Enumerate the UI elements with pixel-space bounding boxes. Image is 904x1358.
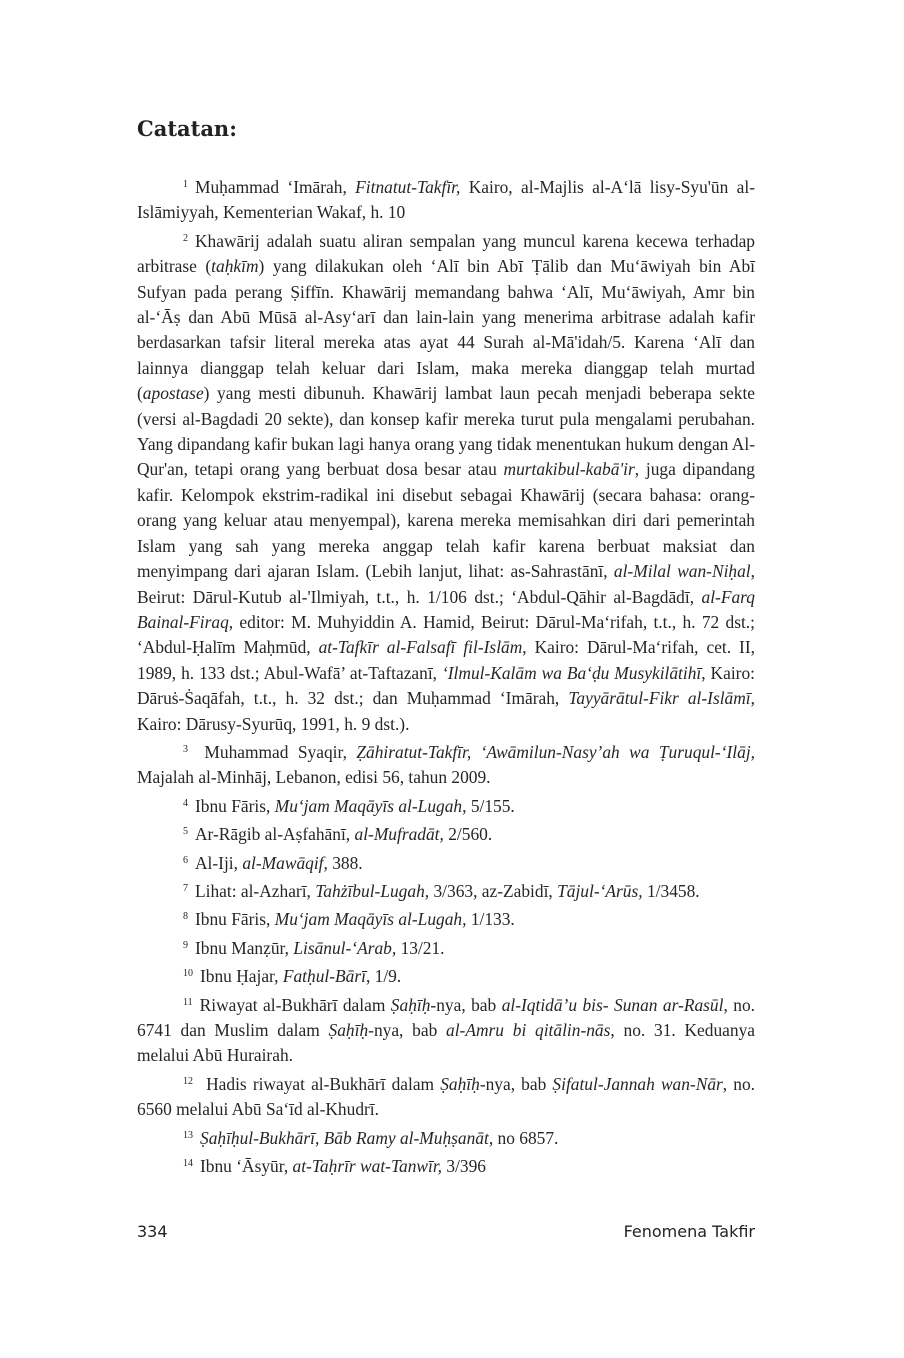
endnote-4 <box>137 791 755 819</box>
running-title: Fenomena Takfir <box>623 1222 755 1241</box>
endnote-number: 2 <box>183 232 188 244</box>
endnote-italic-text: taḥkīm <box>211 256 259 277</box>
endnote-text: -nya, bab <box>368 1020 447 1040</box>
endnote-9 <box>137 933 755 961</box>
endnote-text: Majalah al-Minhāj, Lebanon, edisi 56, tahun 2009. <box>137 767 491 788</box>
endnote-text: 388. <box>327 852 363 873</box>
endnote-italic-text: al-Farq Bainal-Firaq <box>137 586 755 632</box>
endnote-number: 7 <box>183 882 188 894</box>
endnote-text: Ibnu Fāris, <box>195 909 275 930</box>
endnote-text: ) yang dilakukan oleh ‘Alī bin Abī Ṭālib dan Mu‘āwiyah bin Abī Sufyan pada perang Ṣiffīn. Khawārij memandang bahwa ‘Alī, Mu‘āwiyah, Amr bin al-‘Āṣ dan Abū Mūsā al-Asy‘arī dan lain-lain yang menerima arbitrase adalah kafir berdasarkan tafsir literal mereka atas ayat 44 Surah al-Mā'idah/5. Karena ‘Alī dan lainnya dianggap telah keluar dari Islam, maka mereka dianggap telah murtad ( <box>137 256 755 404</box>
endnote-italic-text: murtakibul-kabā'ir <box>503 459 635 480</box>
endnote-italic-text: Ṣaḥīḥul-Bukhārī, Bāb Ramy al-Muḥṣanāt <box>200 1127 489 1148</box>
endnote-text: Muḥammad ‘Imārah, <box>195 177 356 197</box>
endnote-1 <box>137 172 755 226</box>
endnote-number: 6 <box>183 854 188 866</box>
endnote-italic-text: Tahżībul-Lugah, <box>315 880 430 901</box>
endnote-italic-text: apostase <box>142 383 204 404</box>
endnote-number: 10 <box>183 968 193 980</box>
endnote-12 <box>137 1069 755 1123</box>
endnote-italic-text: al-Iqtidā’u bis- Sunan ar-Rasūl <box>501 994 724 1015</box>
endnote-number: 3 <box>183 743 188 755</box>
endnote-number: 8 <box>183 911 188 923</box>
endnote-text: , no. 6560 melalui Abū Sa‘īd al-Khudrī. <box>137 1073 756 1120</box>
endnote-italic-text: Ṣaḥīḥ <box>440 1073 480 1094</box>
endnote-text: , 1/9. <box>365 966 402 987</box>
endnote-7 <box>137 876 755 904</box>
endnote-text: Ibnu Fāris, <box>195 795 275 816</box>
endnote-italic-text: al-Mawāqif, <box>242 852 328 873</box>
endnote-number: 9 <box>183 939 188 951</box>
notes-heading: Catatan: <box>137 116 237 141</box>
endnote-number: 12 <box>183 1075 193 1087</box>
endnote-text: , Beirut: Dārul-Kutub al-'Ilmiyah, t.t., h. 1/106 dst.; ‘Abdul-Qāhir al-Bagdādī, <box>137 561 755 607</box>
endnote-text: , no. 31. Keduanya melalui Abū Hurairah. <box>137 1020 755 1066</box>
endnote-text: , juga dipandang kafir. Kelompok ekstrim-radikal ini disebut sebagai Khawārij (secara bahasa: orang-orang yang keluar atau menyempal), karena mereka memisahkan diri dari pemerintah Islam yang sah yang mereka anggap telah kafir karena berbuat maksiat dan menyimpang dari ajaran Islam. (Lebih lanjut, lihat: as-Sahrastānī, <box>137 459 755 582</box>
endnote-italic-text: at-Tafkīr al-Falsafī fil-Islām <box>318 637 523 658</box>
endnote-number: 14 <box>183 1158 193 1170</box>
endnote-text: 5/155. <box>466 795 515 816</box>
endnote-text: 3/363, az-Zabidī, <box>429 880 558 901</box>
endnote-text: 13/21. <box>396 937 445 958</box>
endnote-number: 5 <box>183 826 188 838</box>
endnote-11 <box>137 990 755 1069</box>
endnote-italic-text: al-Amru bi qitālin-nās <box>446 1020 611 1040</box>
endnote-text: 1/133. <box>466 909 515 930</box>
endnote-number: 1 <box>183 179 188 190</box>
endnote-italic-text: Fitnatut-Takfīr, <box>355 177 461 197</box>
endnote-text: Ar-Rāgib al-Aṣfahānī, <box>195 824 355 845</box>
page-footer <box>137 1222 755 1241</box>
endnote-6 <box>137 848 755 876</box>
endnote-14 <box>137 1151 755 1179</box>
endnote-italic-text: Mu‘jam Maqāyīs al-Lugah, <box>274 909 467 930</box>
endnote-text: ) yang mesti dibunuh. Khawārij lambat laun pecah menjadi beberapa sekte (versi al-Bagdadi 20 sekte), dan konsep kafir mereka turut pula mengalami perubahan. Yang dipandang kafir bukan lagi hanya orang yang tidak menentukan hukum dengan Al-Qur'an, tetapi orang yang berbuat dosa besar atau <box>137 383 755 480</box>
endnote-text: Muhammad Syaqir, <box>195 741 357 762</box>
endnote-number: 4 <box>183 797 188 809</box>
endnote-text: 2/560. <box>443 824 493 845</box>
endnotes-list <box>137 172 755 1179</box>
endnote-text: Hadis riwayat al-Bukhārī dalam <box>200 1073 441 1094</box>
endnote-text: -nya, bab <box>479 1073 553 1094</box>
endnote-italic-text: Ṣaḥīḥ <box>328 1020 369 1040</box>
endnote-italic-text: al-Mufradāt, <box>354 824 444 845</box>
endnote-text: -nya, bab <box>430 994 502 1015</box>
endnote-text: Al-Iji, <box>195 852 243 873</box>
endnote-text: Ibnu Ḥajar, <box>200 966 283 987</box>
endnote-text: Kairo, al-Majlis al-A‘lā lisy-Syu'ūn al-Islāmiyyah, Kementerian Wakaf, h. 10 <box>137 177 756 223</box>
endnote-italic-text: Mu‘jam Maqāyīs al-Lugah, <box>274 795 467 816</box>
endnote-italic-text: al-Milal wan-Niḥal <box>613 561 751 582</box>
endnote-3 <box>137 737 755 791</box>
endnote-text: , no. 6741 dan Muslim dalam <box>137 994 756 1040</box>
endnote-italic-text: Lisānul-‘Arab, <box>293 937 397 958</box>
endnote-text: 3/396 <box>442 1156 486 1177</box>
endnote-text: , Kairo: Dārul-Ma‘rifah, cet. II, 1989, h. 133 dst.; Abul-Wafā’ at-Taftazanī, <box>137 637 755 683</box>
endnote-number: 11 <box>183 996 193 1008</box>
page-number: 334 <box>137 1222 168 1241</box>
endnote-italic-text: Fatḥul-Bārī <box>282 966 366 987</box>
endnote-10 <box>137 961 755 989</box>
endnote-text: Lihat: al-Azharī, <box>195 880 316 901</box>
endnote-text: , Kairo: Dārusy-Syurūq, 1991, h. 9 dst.). <box>137 688 756 734</box>
endnote-italic-text: Ẓāhiratut-Takfīr, ‘Awāmilun-Nasy’ah wa Ṭuruqul-‘Ilāj, <box>356 741 756 762</box>
endnote-italic-text: Ṣaḥīḥ <box>390 994 431 1015</box>
endnote-13 <box>137 1123 755 1151</box>
endnote-text: Ibnu Manẓūr, <box>195 937 294 958</box>
endnote-text: Ibnu ‘Āsyūr, <box>200 1156 293 1177</box>
endnote-italic-text: Tayyārātul-Fikr al-Islāmī <box>568 688 751 709</box>
endnote-italic-text: Ṣifatul-Jannah wan-Nār <box>552 1073 723 1094</box>
endnote-2 <box>137 226 755 737</box>
endnote-number: 13 <box>183 1129 193 1141</box>
endnote-text: 1/3458. <box>642 880 700 901</box>
endnote-8 <box>137 904 755 932</box>
endnote-text: , no 6857. <box>488 1127 559 1148</box>
endnote-5 <box>137 819 755 847</box>
endnote-italic-text: ‘Ilmul-Kalām wa Ba‘ḍu Musykilātihī <box>441 662 702 683</box>
endnote-italic-text: at-Taḥrīr wat-Tanwīr, <box>292 1156 443 1177</box>
endnote-text: Khawārij adalah suatu aliran sempalan yang muncul karena kecewa terhadap arbitrase ( <box>137 230 755 277</box>
endnote-italic-text: Tājul-‘Arūs, <box>557 880 643 901</box>
endnote-text: , editor: M. Muhyiddin A. Hamid, Beirut: Dārul-Ma‘rifah, t.t., h. 72 dst.; ‘Abdul-Ḥalīm Maḥmūd, <box>137 611 755 658</box>
endnote-text: Riwayat al-Bukhārī dalam <box>199 994 391 1015</box>
endnote-text: , Kairo: Dāruṡ-Ṡaqāfah, t.t., h. 32 dst.; dan Muḥammad ‘Imārah, <box>137 662 755 709</box>
